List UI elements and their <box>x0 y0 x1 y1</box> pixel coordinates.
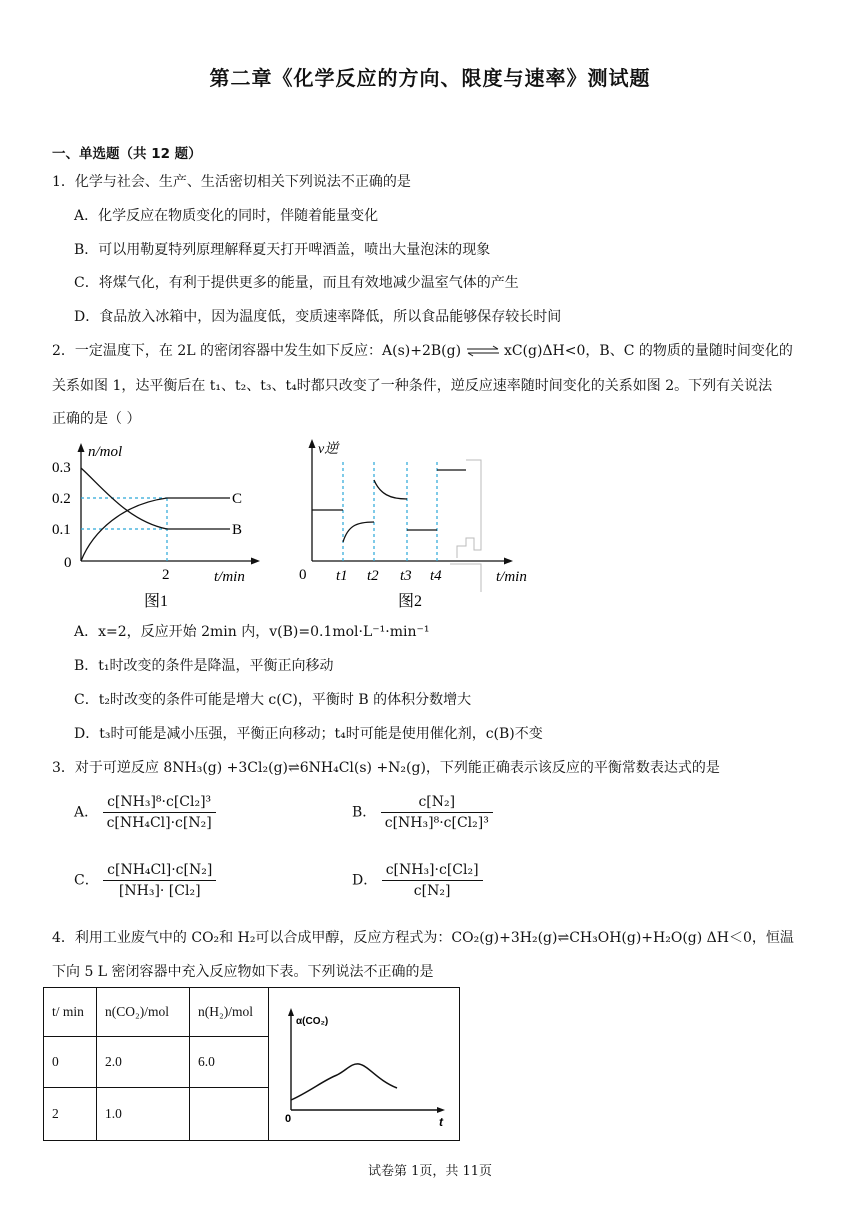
figure-1-chart <box>48 436 268 616</box>
fig1-y-arrow-icon <box>78 443 85 452</box>
q1-option-b: B．可以用勒夏特列原理解释夏天打开啤酒盖，喷出大量泡沫的现象 <box>74 242 491 258</box>
q3-option-b-denominator: c[NH₃]⁸·c[Cl₂]³ <box>384 815 489 831</box>
fig2-caption: 图2 <box>398 593 423 610</box>
fig1-ytick-0.1: 0.1 <box>52 522 71 538</box>
fig2-scan-artifact-lower <box>450 564 481 592</box>
q3-option-a <box>74 794 216 831</box>
fig2-x-arrow-icon <box>504 558 513 565</box>
q2-stem-a: 2．一定温度下，在 2L 的密闭容器中发生如下反应：A(s)+2B(g) <box>52 343 462 359</box>
q2-stem-line1 <box>52 341 793 361</box>
fig2-ylabel: v逆 <box>318 442 339 457</box>
q3-option-c-fraction <box>103 862 216 899</box>
q1-option-a: A．化学反应在物质变化的同时，伴随着能量变化 <box>74 208 379 224</box>
q3-option-b-label: B． <box>352 804 377 821</box>
table-cell <box>190 1087 269 1140</box>
q3-option-d-denominator: c[N₂] <box>413 883 451 899</box>
q2-option-b: B．t₁时改变的条件是降温，平衡正向移动 <box>74 658 334 674</box>
q3-option-d-label: D． <box>352 872 378 889</box>
page-title: 第二章《化学反应的方向、限度与速率》测试题 <box>209 66 651 90</box>
q3-option-a-label: A． <box>74 804 99 821</box>
q1-option-c: C．将煤气化，有利于提供更多的能量，而且有效地减少温室气体的产生 <box>74 275 519 291</box>
page-footer: 试卷第 1页，共 11页 <box>367 1164 493 1179</box>
q4-graph-y-arrow-icon <box>288 1008 294 1016</box>
table-cell: 0 <box>44 1036 97 1087</box>
fig2-y-arrow-icon <box>309 439 316 448</box>
fig1-caption: 图1 <box>144 593 169 610</box>
table-header-cell: t/ min <box>44 988 97 1037</box>
q3-option-d <box>352 862 483 899</box>
q4-graph-origin: 0 <box>285 1113 292 1125</box>
q3-option-a-numerator: c[NH₃]⁸·c[Cl₂]³ <box>103 794 216 813</box>
table-header-row <box>44 988 460 1037</box>
fig2-xtick-t1: t1 <box>336 568 348 584</box>
section-heading: 一、单选题（共 12 题） <box>52 146 202 162</box>
q4-data-table <box>43 987 460 1141</box>
q2-option-c: C．t₂时改变的条件可能是增大 c(C)，平衡时 B 的体积分数增大 <box>74 692 472 708</box>
q4-graph-cell <box>269 988 460 1141</box>
figure-2-chart <box>296 432 546 616</box>
fig1-ytick-0.2: 0.2 <box>52 491 71 507</box>
q4-graph-x-arrow-icon <box>437 1107 445 1113</box>
fig1-label-b: B <box>232 522 243 538</box>
q2-stem-line2: 关系如图 1，达平衡后在 t₁、t₂、t₃、t₄时都只改变了一种条件，逆反应速率随时间变化的关系如图 2。下列有关说法 <box>52 378 773 394</box>
table-cell: 1.0 <box>97 1087 190 1140</box>
fig1-xtick-2: 2 <box>162 567 170 583</box>
q2-stem-b: xC(g)ΔH<0，B、C 的物质的量随时间变化的 <box>503 343 793 359</box>
table-header-cell: n(CO₂)/mol <box>97 988 190 1037</box>
table-cell: 2 <box>44 1087 97 1140</box>
q4-alpha-co2-graph <box>269 988 459 1136</box>
fig2-xlabel: t/min <box>496 569 527 585</box>
table-cell: 6.0 <box>190 1036 269 1087</box>
fig2-seg-t1 <box>343 522 374 542</box>
q3-option-a-denominator: c[NH₄Cl]·c[N₂] <box>106 815 212 831</box>
q1-stem: 1．化学与社会、生产、生活密切相关下列说法不正确的是 <box>52 174 411 190</box>
fig1-ytick-0: 0 <box>64 555 72 571</box>
q4-stem-line1: 4．利用工业废气中的 CO₂和 H₂可以合成甲醇，反应方程式为：CO₂(g)+3H₂(g)⇌CH₃OH(g)+H₂O(g) ΔH＜0，恒温 <box>52 930 794 946</box>
q3-option-b <box>352 794 493 831</box>
q4-graph-curve <box>291 1064 397 1100</box>
q4-stem-line2: 下向 5 L 密闭容器中充入反应物如下表。下列说法不正确的是 <box>52 964 434 980</box>
fig2-seg-t2 <box>374 480 407 499</box>
q4-graph-ylabel: α(CO₂) <box>296 1016 329 1027</box>
q3-option-c <box>74 862 216 899</box>
q2-option-a: A．x=2，反应开始 2min 内，v(B)=0.1mol·L⁻¹·min⁻¹ <box>74 624 430 640</box>
q4-graph-xlabel: t <box>439 1115 443 1129</box>
q2-option-d: D．t₃时可能是减小压强，平衡正向移动；t₄时可能是使用催化剂，c(B)不变 <box>74 726 543 742</box>
q3-option-d-fraction <box>382 862 483 899</box>
table-header-cell: n(H₂)/mol <box>190 988 269 1037</box>
fig2-xtick-t4: t4 <box>430 568 442 584</box>
q3-option-b-numerator: c[N₂] <box>381 794 493 813</box>
fig1-xlabel: t/min <box>214 569 245 585</box>
fig1-ylabel: n/mol <box>88 444 123 460</box>
q3-stem: 3．对于可逆反应 8NH₃(g) +3Cl₂(g)⇌6NH₄Cl(s) +N₂(g)，下列能正确表示该反应的平衡常数表达式的是 <box>52 760 720 776</box>
q3-option-b-fraction <box>381 794 493 831</box>
q3-option-a-fraction <box>103 794 216 831</box>
table-cell: 2.0 <box>97 1036 190 1087</box>
fig1-ytick-0.3: 0.3 <box>52 460 71 476</box>
q2-stem-line3: 正确的是（ ） <box>52 411 141 427</box>
fig1-label-c: C <box>232 491 243 507</box>
q3-option-c-numerator: c[NH₄Cl]·c[N₂] <box>103 862 216 881</box>
fig2-origin: 0 <box>299 567 307 583</box>
q3-option-c-label: C． <box>74 872 99 889</box>
fig2-scan-artifact <box>457 460 481 558</box>
q3-option-d-numerator: c[NH₃]·c[Cl₂] <box>382 862 483 881</box>
fig2-xtick-t3: t3 <box>400 568 412 584</box>
q1-option-d: D．食品放入冰箱中，因为温度低，变质速率降低，所以食品能够保存较长时间 <box>74 309 562 325</box>
fig2-xtick-t2: t2 <box>367 568 379 584</box>
fig1-x-arrow-icon <box>251 558 260 565</box>
q3-option-c-denominator: [NH₃]· [Cl₂] <box>118 883 201 899</box>
equilibrium-arrow-icon <box>466 345 500 357</box>
